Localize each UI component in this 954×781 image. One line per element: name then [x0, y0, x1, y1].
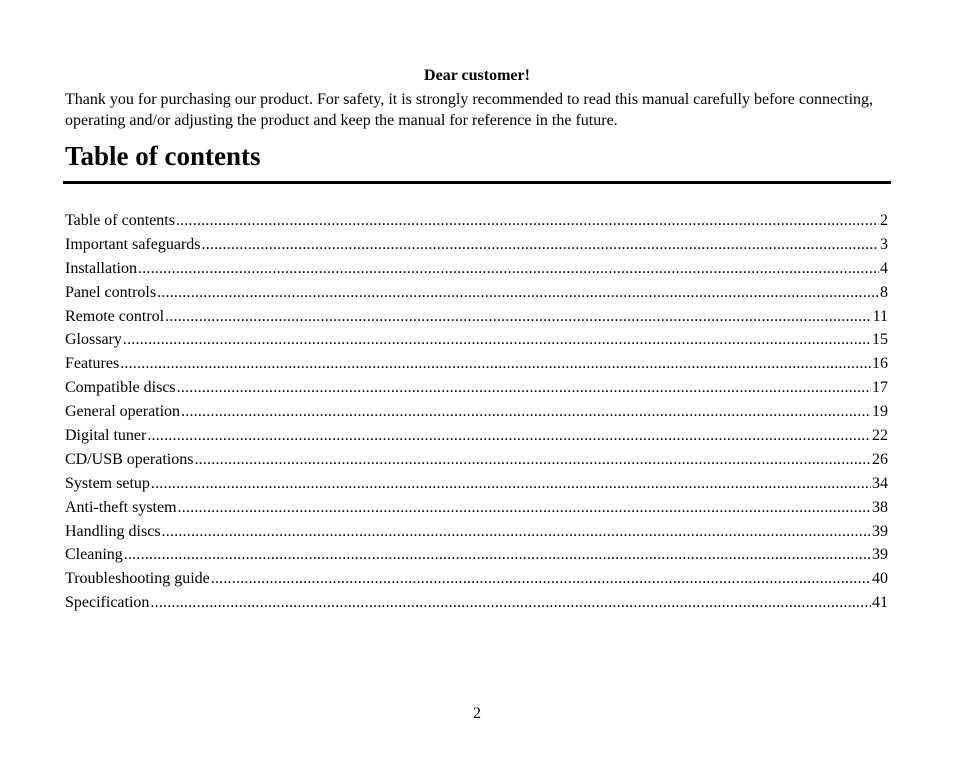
- toc-entry[interactable]: [65, 328, 888, 352]
- toc-entry-title: CD/USB operations: [65, 450, 194, 468]
- toc-entry-page: 41: [872, 594, 888, 612]
- toc-entry-title: Cleaning: [65, 546, 123, 564]
- toc-entry-page: 3: [880, 235, 888, 253]
- toc-entry[interactable]: [65, 257, 888, 281]
- toc-dot-leader: [176, 209, 879, 233]
- toc-entry-page: 17: [872, 379, 888, 397]
- toc-entry-title: Features: [65, 355, 120, 373]
- toc-entry-page: 22: [872, 427, 888, 445]
- toc-entry[interactable]: [65, 591, 888, 615]
- toc-entry-page: 26: [872, 450, 888, 468]
- toc-dot-leader: [150, 591, 871, 615]
- toc-entry-page: 39: [872, 522, 888, 540]
- toc-entry[interactable]: [65, 305, 888, 329]
- toc-entry[interactable]: [65, 567, 888, 591]
- toc-dot-leader: [202, 233, 879, 257]
- toc-entry-title: Installation: [65, 259, 137, 277]
- toc-heading: Table of contents: [65, 141, 261, 171]
- toc-entry-page: 2: [880, 212, 888, 229]
- toc-dot-leader: [178, 496, 871, 520]
- toc-entry-title: Anti-theft system: [65, 498, 177, 516]
- toc-entry[interactable]: [65, 472, 888, 496]
- toc-entry-page: 4: [880, 259, 888, 277]
- toc-entry-title: System setup: [65, 474, 150, 492]
- toc-entry[interactable]: [65, 448, 888, 472]
- toc-entry-title: Handling discs: [65, 522, 161, 540]
- toc-entry[interactable]: [65, 352, 888, 376]
- toc-entry[interactable]: [65, 520, 888, 544]
- toc-entry-title: Specification: [65, 594, 150, 612]
- toc-entry-title: Important safeguards: [65, 235, 201, 253]
- toc-entry-page: 38: [872, 498, 888, 516]
- toc-entry-title: Compatible discs: [65, 379, 176, 397]
- toc-dot-leader: [181, 400, 871, 424]
- toc-dot-leader: [162, 520, 871, 544]
- page-number: 2: [473, 705, 481, 722]
- toc-entry[interactable]: [65, 543, 888, 567]
- toc-list: [65, 209, 888, 615]
- toc-entry-title: Table of contents: [65, 212, 175, 229]
- toc-entry[interactable]: [65, 209, 888, 233]
- toc-entry-title: Glossary: [65, 331, 122, 349]
- toc-entry[interactable]: [65, 400, 888, 424]
- greeting-heading: Dear customer!: [424, 67, 530, 84]
- toc-entry-page: 8: [880, 283, 888, 301]
- toc-entry[interactable]: [65, 281, 888, 305]
- toc-dot-leader: [157, 281, 879, 305]
- toc-entry-page: 16: [872, 355, 888, 373]
- toc-entry-title: Digital tuner: [65, 427, 147, 445]
- toc-dot-leader: [211, 567, 871, 591]
- toc-entry[interactable]: [65, 496, 888, 520]
- toc-entry[interactable]: [65, 376, 888, 400]
- toc-entry-title: General operation: [65, 403, 181, 421]
- toc-entry-title: Troubleshooting guide: [65, 570, 210, 588]
- toc-entry[interactable]: [65, 233, 888, 257]
- heading-rule: [63, 181, 891, 184]
- toc-dot-leader: [194, 448, 871, 472]
- toc-dot-leader: [138, 257, 879, 281]
- toc-dot-leader: [147, 424, 871, 448]
- toc-entry-page: 34: [872, 474, 888, 492]
- toc-entry-page: 19: [872, 403, 888, 421]
- toc-dot-leader: [177, 376, 871, 400]
- toc-entry-page: 40: [872, 570, 888, 588]
- intro-paragraph: Thank you for purchasing our product. For safety, it is strongly recommended to read this manual carefully before connecting, operating and/or adjusting the product and keep the manual for reference in the future.: [65, 91, 874, 129]
- toc-entry-title: Panel controls: [65, 283, 157, 301]
- toc-entry[interactable]: [65, 424, 888, 448]
- toc-dot-leader: [124, 543, 871, 567]
- toc-entry-title: Remote control: [65, 307, 165, 325]
- toc-entry-page: 15: [872, 331, 888, 349]
- toc-entry-page: 11: [872, 307, 888, 325]
- toc-dot-leader: [123, 328, 871, 352]
- toc-dot-leader: [120, 352, 871, 376]
- toc-dot-leader: [151, 472, 871, 496]
- toc-entry-page: 39: [872, 546, 888, 564]
- toc-dot-leader: [165, 305, 872, 329]
